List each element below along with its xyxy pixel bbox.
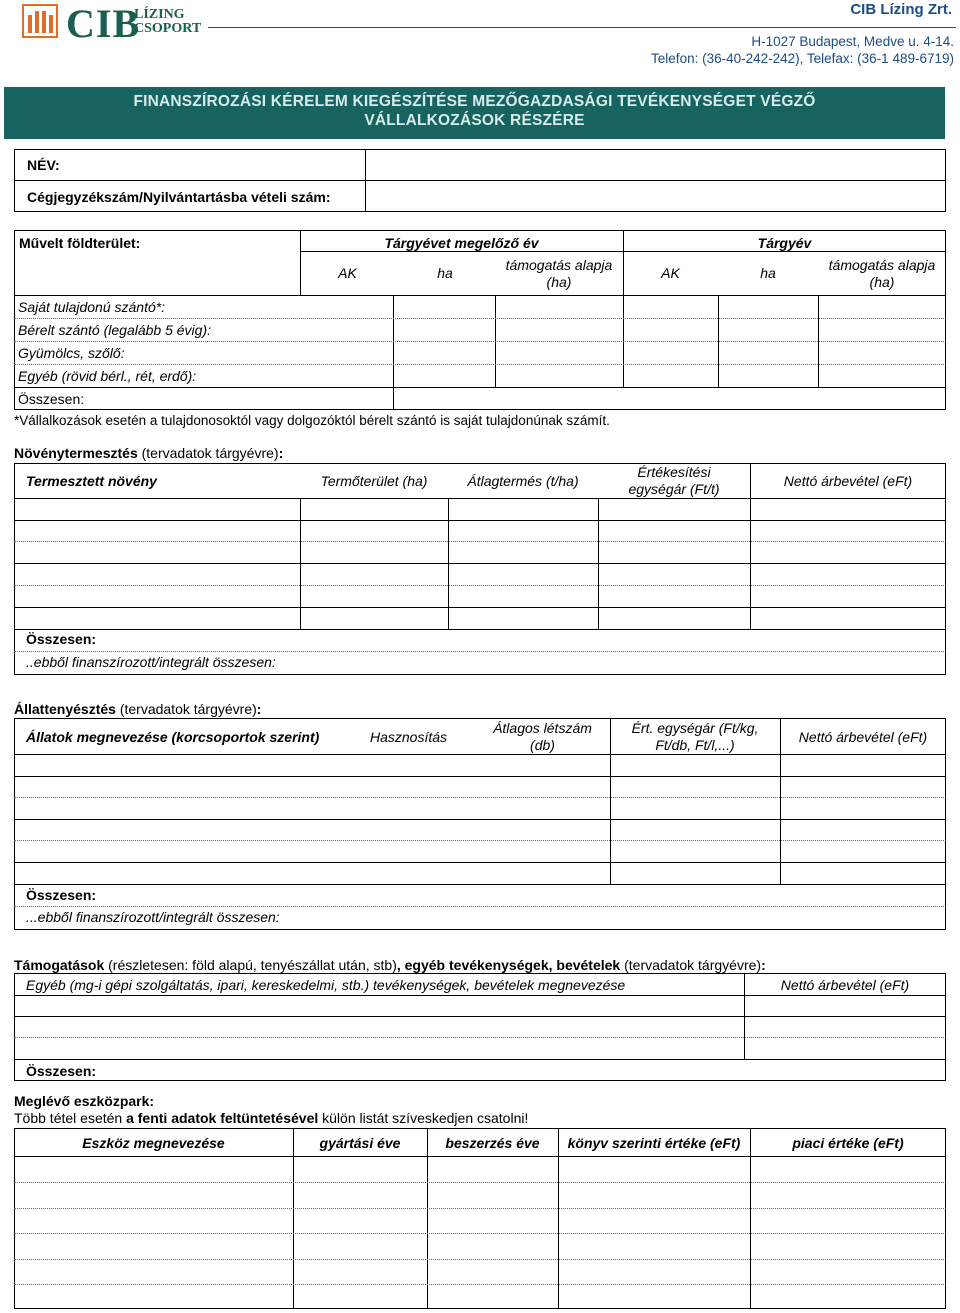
curr-year-header: Tárgyév [757, 235, 812, 251]
equipment-title: Meglévő eszközpark: [14, 1093, 155, 1109]
crops-financed-label: ..ebből finanszírozott/integrált összesen: [26, 654, 276, 670]
crops-title: Növénytermesztés (tervadatok tárgyévre): [14, 445, 284, 461]
prev-ha-header: ha [437, 265, 453, 281]
company-address: H-1027 Budapest, Medve u. 4-14. Telefon: (36-40-242-242), Telefax: (36-1 489-6719) [651, 34, 954, 66]
curr-ak-header: AK [661, 265, 680, 281]
land-row-own: Saját tulajdonú szántó*: [18, 299, 166, 315]
curr-ha-header: ha [760, 265, 776, 281]
subsidies-total-label: Összesen: [26, 1063, 97, 1079]
land-title: Művelt földterület: [19, 235, 141, 251]
crop-revenue-header: Nettó árbevétel (eFt) [783, 473, 913, 489]
equipment-note: Több tétel esetén a fenti adatok feltüntetésével külön listát szíveskedjen csatolni! [14, 1110, 529, 1126]
name-label: NÉV: [27, 157, 60, 173]
registration-number-label: Cégjegyzékszám/Nyilvántartásba vételi szám: [27, 189, 331, 205]
curr-support-header: támogatás alapja (ha) [828, 257, 936, 290]
prev-year-header: Tárgyévet megelőző év [384, 235, 539, 251]
crop-price-header: Értékesítési egységár (Ft/t) [628, 464, 720, 497]
logo-mark-icon [22, 4, 58, 38]
crop-yield-header: Átlagtermés (t/ha) [467, 473, 579, 489]
name-field[interactable] [366, 150, 945, 180]
crops-total-label: Összesen: [26, 631, 97, 647]
animal-use-header: Hasznosítás [370, 729, 448, 745]
crop-area-header: Termőterület (ha) [320, 473, 428, 489]
equipment-name-header: Eszköz megnevezése [82, 1135, 225, 1151]
land-row-orchard: Gyümölcs, szőlő: [18, 345, 125, 361]
crops-table [14, 463, 946, 675]
animal-count-header: Átlagos létszám (db) [493, 720, 592, 753]
animal-revenue-header: Nettó árbevétel (eFt) [798, 729, 928, 745]
subsidies-title: Támogatások (részletesen: föld alapú, tenyészállat után, stb), egyéb tevékenységek, bevételek (tervadatok tárgyévre): [14, 957, 766, 973]
land-footnote: *Vállalkozások esetén a tulajdonosoktól vagy dolgozóktól bérelt szántó is saját tulajdonúnak számít. [14, 413, 610, 428]
company-name: CIB Lízing Zrt. [850, 1, 952, 18]
registration-number-field[interactable] [366, 181, 945, 211]
prev-support-header: támogatás alapja (ha) [505, 257, 613, 290]
crop-name-header: Termesztett növény [26, 473, 157, 489]
form-title-banner: FINANSZÍROZÁSI KÉRELEM KIEGÉSZÍTÉSE MEZŐGAZDASÁGI TEVÉKENYSÉGET VÉGZŐ VÁLLALKOZÁSOK RÉSZÉRE [4, 87, 945, 139]
other-activity-header: Egyéb (mg-i gépi szolgáltatás, ipari, kereskedelmi, stb.) tevékenységek, bevételek megnevezése [26, 977, 626, 993]
land-total-label: Összesen: [18, 391, 85, 407]
land-row-other: Egyéb (rövid bérl., rét, erdő): [18, 368, 197, 384]
animal-name-header: Állatok megnevezése (korcsoportok szerint) [26, 729, 320, 745]
purchase-year-header: beszerzés éve [445, 1135, 540, 1151]
livestock-title: Állattenyésztés (tervadatok tárgyévre): [14, 701, 262, 717]
manufacture-year-header: gyártási éve [319, 1135, 401, 1151]
livestock-total-label: Összesen: [26, 887, 97, 903]
book-value-header: könyv szerinti értéke (eFt) [567, 1135, 741, 1151]
land-row-leased: Bérelt szántó (legalább 5 évig): [18, 322, 211, 338]
market-value-header: piaci értéke (eFt) [792, 1135, 904, 1151]
other-revenue-header: Nettó árbevétel (eFt) [780, 977, 910, 993]
logo-text: CIB [66, 1, 141, 46]
animal-price-header: Ért. egységár (Ft/kg, Ft/db, Ft/l,...) [631, 720, 759, 753]
prev-ak-header: AK [338, 265, 357, 281]
logo-subtitle: LÍZING CSOPORT [134, 7, 202, 36]
header-divider [208, 27, 956, 28]
livestock-financed-label: ...ebből finanszírozott/integrált összesen: [26, 909, 280, 925]
